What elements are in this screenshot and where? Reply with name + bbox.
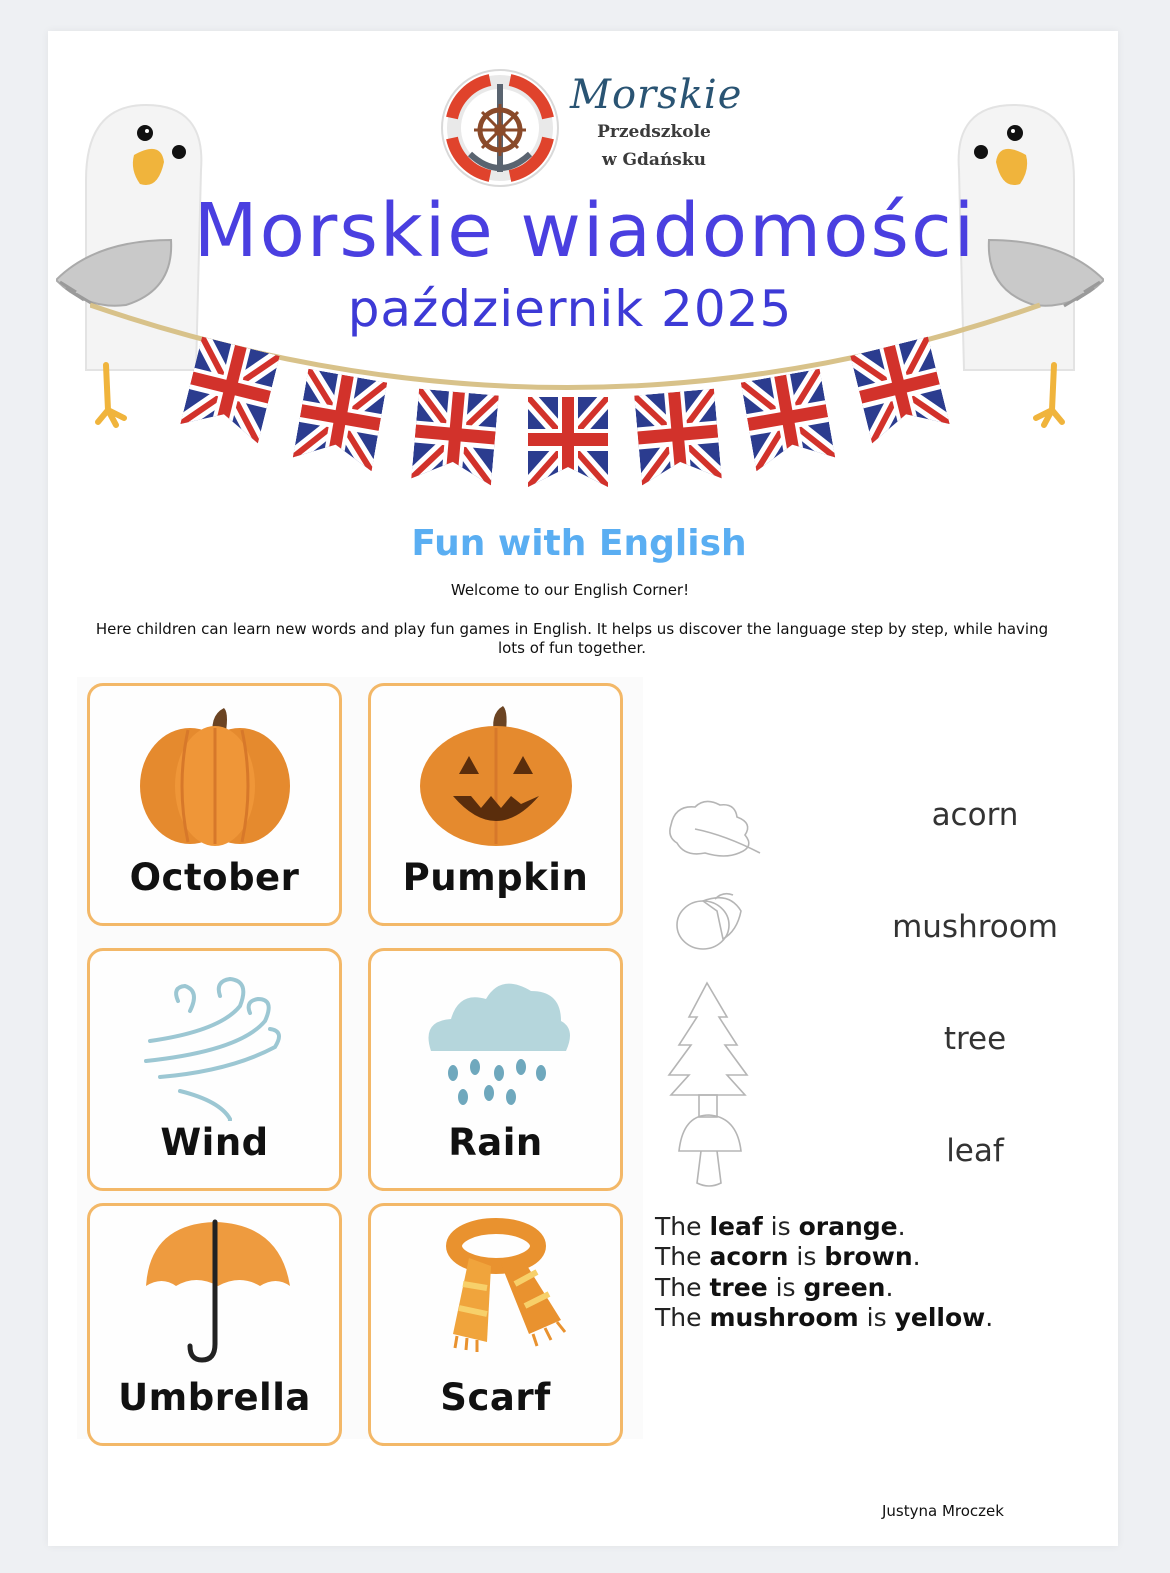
card-label: Umbrella — [118, 1376, 311, 1419]
card-label: Rain — [448, 1121, 543, 1164]
union-jack-bunting — [90, 300, 1050, 510]
rain-cloud-icon — [371, 951, 620, 1121]
sentence: The acorn is brown. — [655, 1242, 921, 1271]
author-name: Justyna Mroczek — [882, 1502, 1004, 1520]
newsletter-title: Morskie wiadomości — [193, 188, 977, 274]
sentence: The leaf is orange. — [655, 1212, 906, 1241]
logo-line-1: Przedszkole — [597, 122, 711, 142]
tree-outline-icon — [669, 983, 747, 1117]
vocabulary-cards — [77, 677, 643, 1439]
mushroom-outline-icon — [679, 1115, 741, 1186]
preschool-logo — [438, 66, 562, 190]
sentence: The tree is green. — [655, 1273, 894, 1302]
matching-word: mushroom — [892, 909, 1058, 945]
card-wind — [87, 948, 342, 1191]
logo-line-2: w Gdańsku — [601, 150, 707, 170]
matching-word: acorn — [931, 797, 1019, 833]
jack-o-lantern-icon — [371, 686, 620, 856]
acorn-outline-icon — [677, 894, 741, 949]
scarf-icon — [371, 1206, 620, 1376]
card-label: Scarf — [440, 1376, 551, 1419]
wind-icon — [90, 951, 339, 1121]
sentence: The mushroom is yellow. — [655, 1303, 994, 1332]
welcome-text: Welcome to our English Corner! — [450, 581, 690, 599]
umbrella-icon — [90, 1206, 339, 1376]
card-rain — [368, 948, 623, 1191]
matching-word: leaf — [946, 1133, 1004, 1169]
intro-text: Here children can learn new words and play fun games in English. It helps us discover the language step by step, while having lots of fun together. — [95, 620, 1049, 657]
matching-icons — [665, 795, 765, 1195]
section-title: Fun with English — [411, 523, 747, 564]
card-umbrella — [87, 1203, 342, 1446]
pumpkin-icon — [90, 686, 339, 856]
card-pumpkin — [368, 683, 623, 926]
logo-name: Morskie — [570, 72, 743, 118]
newsletter-subtitle: październik 2025 — [347, 280, 793, 338]
leaf-outline-icon — [670, 801, 760, 856]
card-label: Pumpkin — [402, 856, 589, 899]
matching-word: tree — [943, 1021, 1007, 1057]
card-label: October — [129, 856, 300, 899]
card-october — [87, 683, 342, 926]
card-scarf — [368, 1203, 623, 1446]
card-label: Wind — [160, 1121, 269, 1164]
